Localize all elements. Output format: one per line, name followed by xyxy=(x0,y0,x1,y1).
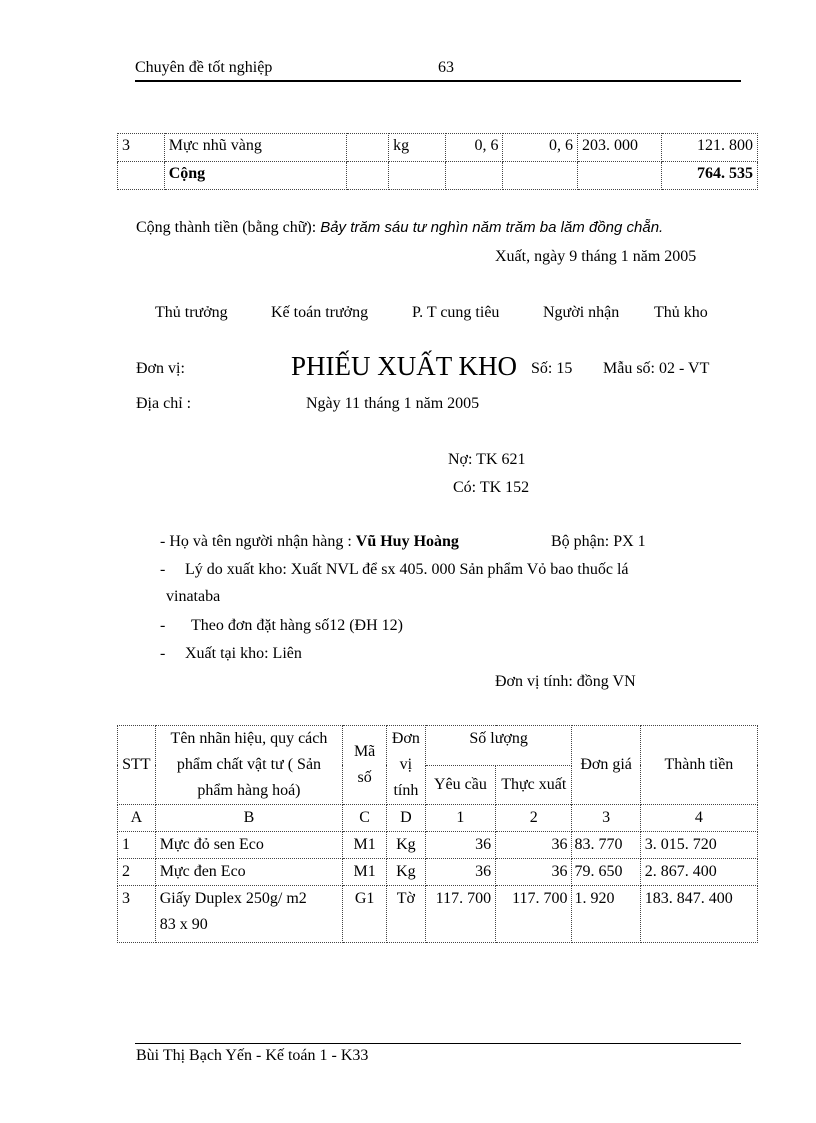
cell-name: Mực đen Eco xyxy=(155,859,343,886)
signature-2: Kế toán trưởng xyxy=(271,304,369,321)
cell-price: 203. 000 xyxy=(577,134,661,162)
footer-author: Bùi Thị Bạch Yến - Kế toán 1 - K33 xyxy=(136,1047,369,1064)
cell-unit: Tờ xyxy=(387,886,426,943)
signature-1: Thủ trưởng xyxy=(155,304,228,321)
header-act: Thực xuất xyxy=(496,765,572,805)
slip-title: PHIẾU XUẤT KHO xyxy=(291,351,517,381)
cell-code xyxy=(347,134,389,162)
page-number: 63 xyxy=(438,59,454,76)
warehouse-line: Xuất tại kho: Liên xyxy=(185,645,302,662)
signature-3: P. T cung tiêu xyxy=(412,304,500,321)
page-header xyxy=(135,58,741,82)
cell-unit: Kg xyxy=(387,832,426,859)
letter-cell: A xyxy=(118,805,156,832)
cell-code xyxy=(347,162,389,190)
cell-req: 117. 700 xyxy=(425,886,495,943)
cell-req: 36 xyxy=(425,859,495,886)
cell-code: G1 xyxy=(343,886,387,943)
cell-total: 764. 535 xyxy=(661,162,757,190)
table-row xyxy=(118,886,758,943)
cell-req: 36 xyxy=(425,832,495,859)
cell-name-line2: 83 x 90 xyxy=(159,916,208,933)
cell-total: 3. 015. 720 xyxy=(640,832,757,859)
letter-cell: 3 xyxy=(572,805,640,832)
cell-stt: 2 xyxy=(118,859,156,886)
letter-cell: C xyxy=(343,805,387,832)
slip-number: Số: 15 xyxy=(531,360,573,377)
header-code: Mã số xyxy=(343,726,387,805)
bullet-dash: - xyxy=(160,645,166,662)
header-price: Đơn giá xyxy=(572,726,640,805)
header-qty: Số lượng xyxy=(425,726,572,766)
header-title: Chuyên đề tốt nghiệp xyxy=(135,59,273,76)
cell-code: M1 xyxy=(343,859,387,886)
cell-name: Cộng xyxy=(164,162,347,190)
top-table xyxy=(117,133,758,190)
cell-price xyxy=(577,162,661,190)
cell-name xyxy=(155,886,343,943)
receiver-name: Vũ Huy Hoàng xyxy=(355,533,459,550)
letter-cell: 4 xyxy=(640,805,757,832)
header-req: Yêu cầu xyxy=(425,765,495,805)
cell-req: 0, 6 xyxy=(445,134,503,162)
reason-line-1: Lý do xuất kho: Xuất NVL để sx 405. 000 Sản phẩm Vỏ bao thuốc lá xyxy=(185,561,629,578)
sum-words-label: Cộng thành tiền (bằng chữ): xyxy=(136,219,317,236)
cell-act: 0, 6 xyxy=(503,134,577,162)
cell-act xyxy=(503,162,577,190)
signature-4: Người nhận xyxy=(543,304,620,321)
cell-total: 2. 867. 400 xyxy=(640,859,757,886)
slip-date: Ngày 11 tháng 1 năm 2005 xyxy=(306,395,480,412)
cell-price: 79. 650 xyxy=(572,859,640,886)
receiver-line xyxy=(160,533,459,551)
currency-note: Đơn vị tính: đồng VN xyxy=(495,673,636,690)
cell-stt: 1 xyxy=(118,832,156,859)
cell-act: 117. 700 xyxy=(496,886,572,943)
signature-5: Thủ kho xyxy=(654,304,708,321)
header-total: Thành tiền xyxy=(640,726,757,805)
footer-rule xyxy=(135,1043,741,1044)
cell-stt xyxy=(118,162,165,190)
letter-cell: 1 xyxy=(425,805,495,832)
letter-cell: B xyxy=(155,805,343,832)
bullet-dash: - xyxy=(160,617,166,634)
letter-cell: 2 xyxy=(496,805,572,832)
header-unit: Đơn vị tính xyxy=(387,726,426,805)
debit-account: Nợ: TK 621 xyxy=(448,451,526,468)
address-label: Địa chỉ : xyxy=(136,395,192,412)
cell-total: 121. 800 xyxy=(661,134,757,162)
department: Bộ phận: PX 1 xyxy=(551,533,646,550)
cell-stt: 3 xyxy=(118,886,156,943)
cell-req xyxy=(445,162,503,190)
form-number: Mẫu số: 02 - VT xyxy=(603,360,710,377)
cell-price: 83. 770 xyxy=(572,832,640,859)
order-line: Theo đơn đặt hàng số12 (ĐH 12) xyxy=(191,617,403,634)
unit-label: Đơn vị: xyxy=(136,360,185,377)
sum-words-value: Bảy trăm sáu tư nghìn năm trăm ba lăm đồng chẵn. xyxy=(320,219,664,236)
reason-line-2: vinataba xyxy=(166,588,221,605)
credit-account: Có: TK 152 xyxy=(453,479,530,496)
cell-act: 36 xyxy=(496,859,572,886)
bullet-dash: - xyxy=(160,561,166,578)
letter-row xyxy=(118,805,758,832)
cell-name: Mực đỏ sen Eco xyxy=(155,832,343,859)
cell-name-line1: Giấy Duplex 250g/ m2 xyxy=(159,890,307,907)
header-row xyxy=(118,726,758,766)
table-row xyxy=(118,859,758,886)
cell-stt: 3 xyxy=(118,134,165,162)
cell-unit: kg xyxy=(389,134,446,162)
receiver-label: - Họ và tên người nhận hàng : xyxy=(160,533,352,550)
date-line: Xuất, ngày 9 tháng 1 năm 2005 xyxy=(495,248,697,265)
main-table xyxy=(117,725,758,943)
cell-total: 183. 847. 400 xyxy=(640,886,757,943)
sum-in-words xyxy=(136,219,663,237)
header-stt: STT xyxy=(118,726,156,805)
cell-act: 36 xyxy=(496,832,572,859)
letter-cell: D xyxy=(387,805,426,832)
cell-unit xyxy=(389,162,446,190)
table-row xyxy=(118,162,758,190)
header-name: Tên nhãn hiệu, quy cách phẩm chất vật tư ( Sản phẩm hàng hoá) xyxy=(155,726,343,805)
cell-name: Mực nhũ vàng xyxy=(164,134,347,162)
table-row xyxy=(118,134,758,162)
table-row xyxy=(118,832,758,859)
cell-code: M1 xyxy=(343,832,387,859)
cell-price: 1. 920 xyxy=(572,886,640,943)
cell-unit: Kg xyxy=(387,859,426,886)
